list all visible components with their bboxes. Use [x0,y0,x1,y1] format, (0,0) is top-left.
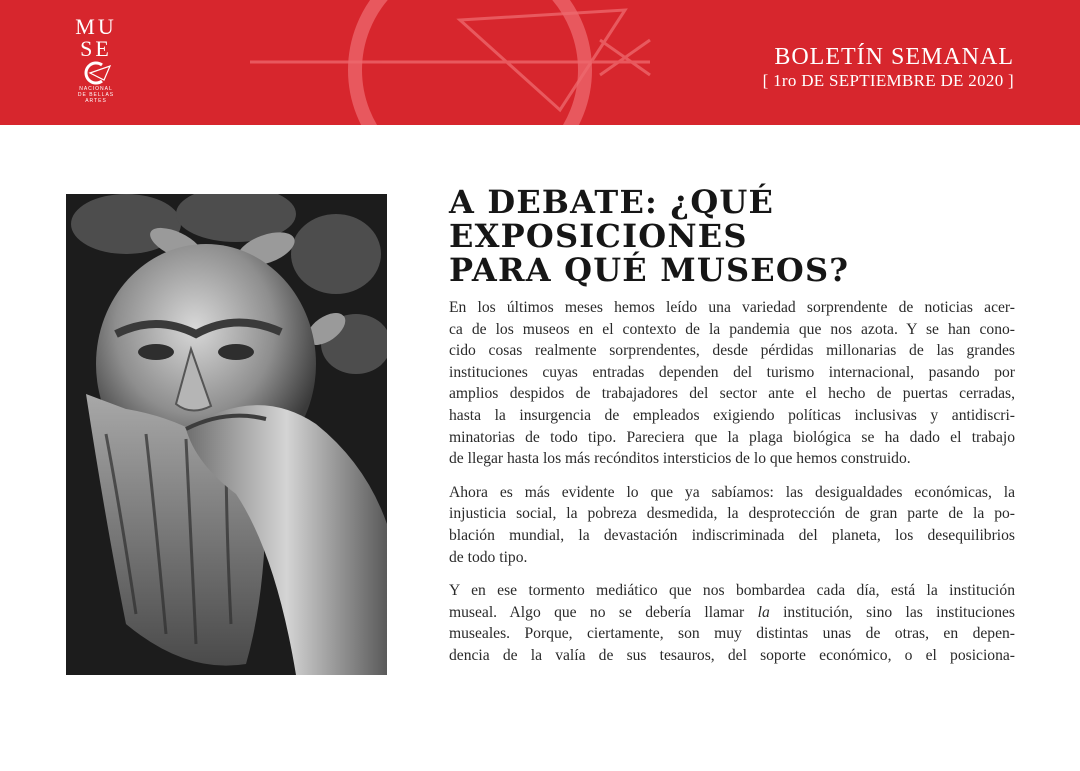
text-line: minatorias de todo tipo. Pareciera que la plaga biológica se ha dado el trabajo [449,428,1015,446]
paragraph-2 [449,482,1015,568]
text-line: En los últimos meses hemos leído una variedad sorprendente de noticias acer- [449,299,1015,316]
logo-text-line2: SE [80,36,112,61]
text-line: Y en ese tormento mediático que nos bombardea cada día, está la institución [449,582,1015,600]
italic-word: la [757,603,770,621]
logo-subtext-2: DE BELLAS [77,92,115,98]
text-line: museales. Porque, ciertamente, son muy distintas unas de otras, en depen- [449,625,1015,643]
logo-emblem-icon [76,60,116,86]
article-headline [449,185,1015,287]
logo-subtext-3: ARTES [85,98,107,104]
text-line: instituciones cuyas entradas dependen del turismo internacional, pasando por [449,363,1015,381]
text-line: dencia de la valía de sus tesauros, del soporte económico, o el posiciona- [449,646,1015,664]
sculpture-photo [66,194,387,675]
bulletin-title: BOLETÍN SEMANAL [774,44,1014,70]
bulletin-date: [ 1ro DE SEPTIEMBRE DE 2020 ] [762,71,1014,90]
text-line: amplios despidos de trabajadores del sector ante el hecho de puertas cerradas, [449,385,1015,403]
text-fragment: museal. Algo que no se debería llamar [449,603,758,621]
article-header [449,185,1015,287]
text-line: injusticia social, la pobreza desmedida, la desprotección de gran parte de la po- [449,505,1015,523]
museum-logo[interactable] [64,16,128,112]
text-line: de llegar hasta los más recónditos intersticios de lo que hemos construido. [449,450,911,468]
headline-line-1: A DEBATE: ¿QUÉ EXPOSICIONES [449,183,775,255]
bulletin-info [763,44,1014,92]
text-line: cido cosas realmente sorprendentes, desde pérdidas millonarias de las grandes [449,342,1015,360]
text-line: de todo tipo. [449,548,528,566]
logo-text-line1: MU [75,14,117,39]
text-fragment: institución, sino las instituciones [769,603,1016,621]
paragraph-3 [449,580,1015,666]
text-line: ca de los museos en el contexto de la pandemia que nos azota. Y se han cono- [449,320,1015,338]
text-line [449,602,1015,624]
headline-line-2: PARA QUÉ MUSEOS? [449,251,850,289]
article-body [449,297,1015,679]
header-banner [0,0,1080,125]
text-line: Ahora es más evidente lo que ya sabíamos: las desigualdades económicas, la [449,483,1015,501]
text-line: blación mundial, la devastación indiscriminada del planeta, los desequilibrios [449,526,1015,544]
sculpture-image [66,194,387,675]
paragraph-1 [449,297,1015,470]
text-line: hasta la insurgencia de empleados exigiendo políticas inclusivas y antidiscri- [449,406,1015,424]
logo-subtext-1: NACIONAL [79,86,113,92]
